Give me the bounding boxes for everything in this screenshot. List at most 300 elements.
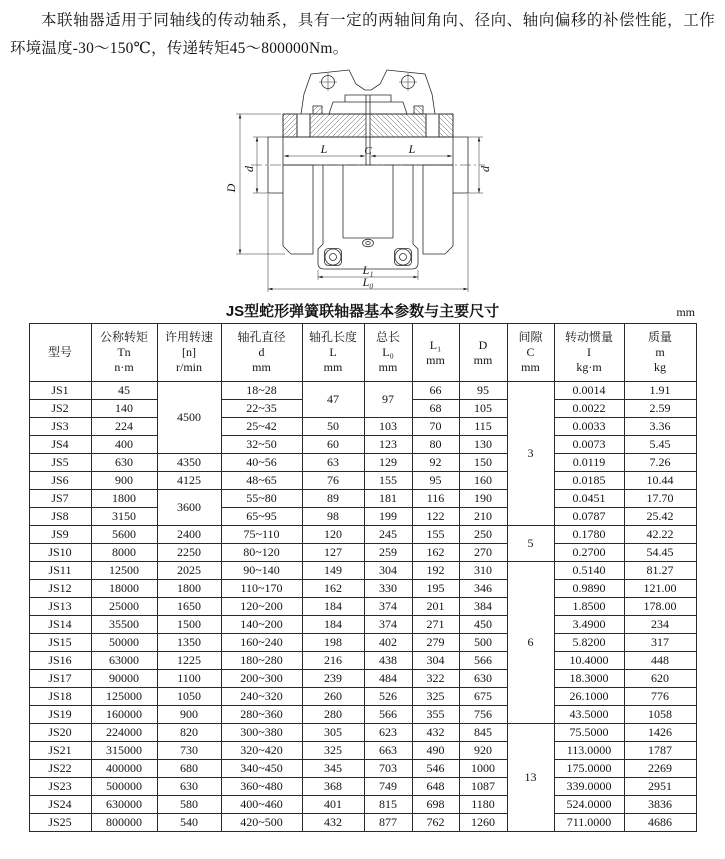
table-cell: JS24 [29, 796, 91, 814]
column-header: 许用转速 [n] r/min [157, 324, 221, 382]
table-cell: 0.0787 [554, 508, 624, 526]
table-cell: 546 [412, 760, 459, 778]
table-cell: 3 [507, 382, 554, 526]
table-cell: 271 [412, 616, 459, 634]
table-cell: 0.0033 [554, 418, 624, 436]
table-cell: 224000 [91, 724, 157, 742]
table-cell: 845 [459, 724, 507, 742]
table-cell: 239 [302, 670, 364, 688]
table-cell: 70 [412, 418, 459, 436]
table-row [29, 670, 696, 688]
table-cell: 140 [91, 400, 157, 418]
table-cell: 402 [364, 634, 412, 652]
table-cell: 330 [364, 580, 412, 598]
table-row [29, 796, 696, 814]
table-cell: 2.59 [624, 400, 696, 418]
table-cell: 190 [459, 490, 507, 508]
table-cell: 184 [302, 598, 364, 616]
table-cell: 10.4000 [554, 652, 624, 670]
table-cell: 55~80 [221, 490, 302, 508]
table-cell: 0.0451 [554, 490, 624, 508]
table-cell: 300~380 [221, 724, 302, 742]
table-cell: 0.0014 [554, 382, 624, 400]
table-cell: 160 [459, 472, 507, 490]
table-cell: 920 [459, 742, 507, 760]
table-cell: 5.45 [624, 436, 696, 454]
table-cell: 5 [507, 526, 554, 562]
table-cell: 877 [364, 814, 412, 832]
table-cell: 438 [364, 652, 412, 670]
table-cell: 623 [364, 724, 412, 742]
center-cap [329, 95, 407, 114]
table-cell: 5.8200 [554, 634, 624, 652]
table-cell: 346 [459, 580, 507, 598]
table-cell: 43.5000 [554, 706, 624, 724]
table-cell: 305 [302, 724, 364, 742]
table-cell: 1787 [624, 742, 696, 760]
table-cell: 120~200 [221, 598, 302, 616]
table-cell: 1500 [157, 616, 221, 634]
table-cell: JS14 [29, 616, 91, 634]
table-cell: 800000 [91, 814, 157, 832]
coupling-drawing-container [223, 66, 523, 299]
table-row [29, 814, 696, 832]
table-cell: 620 [624, 670, 696, 688]
table-cell: 3.36 [624, 418, 696, 436]
table-row [29, 580, 696, 598]
table-cell: 355 [412, 706, 459, 724]
table-cell: JS10 [29, 544, 91, 562]
table-cell: JS19 [29, 706, 91, 724]
table-cell: 317 [624, 634, 696, 652]
table-cell: 200~300 [221, 670, 302, 688]
spec-table [29, 323, 697, 832]
table-cell: 1000 [459, 760, 507, 778]
table-cell: 95 [459, 382, 507, 400]
table-cell: JS1 [29, 382, 91, 400]
table-cell: 1.91 [624, 382, 696, 400]
table-cell: 566 [364, 706, 412, 724]
table-cell: 81.27 [624, 562, 696, 580]
table-cell: 130 [459, 436, 507, 454]
table-cell: 304 [364, 562, 412, 580]
table-cell: 3600 [157, 490, 221, 526]
table-cell: 749 [364, 778, 412, 796]
table-cell: 1087 [459, 778, 507, 796]
table-cell: 384 [459, 598, 507, 616]
table-cell: JS4 [29, 436, 91, 454]
table-cell: 900 [157, 706, 221, 724]
table-cell: 368 [302, 778, 364, 796]
table-cell: 63 [302, 454, 364, 472]
table-cell: 50 [302, 418, 364, 436]
table-cell: 360~480 [221, 778, 302, 796]
table-cell: 325 [302, 742, 364, 760]
table-cell: 566 [459, 652, 507, 670]
table-cell: 432 [412, 724, 459, 742]
column-header: 质量 m kg [624, 324, 696, 382]
header-row [29, 324, 696, 382]
table-cell: 0.0022 [554, 400, 624, 418]
column-header: D mm [459, 324, 507, 382]
table-row [29, 526, 696, 544]
dim-label-C: C [363, 145, 372, 157]
table-cell: 1350 [157, 634, 221, 652]
dim-label-L-right: L [408, 142, 415, 156]
table-cell: 127 [302, 544, 364, 562]
table-cell: 95 [412, 472, 459, 490]
table-cell: 345 [302, 760, 364, 778]
table-cell: 540 [157, 814, 221, 832]
table-cell: 1180 [459, 796, 507, 814]
table-row [29, 652, 696, 670]
table-cell: 150 [459, 454, 507, 472]
table-cell: 448 [624, 652, 696, 670]
table-cell: 120 [302, 526, 364, 544]
table-cell: 80 [412, 436, 459, 454]
table-cell: JS6 [29, 472, 91, 490]
table-cell: 66 [412, 382, 459, 400]
table-cell: 648 [412, 778, 459, 796]
spring-bolt-left [313, 106, 322, 114]
table-cell: 500000 [91, 778, 157, 796]
table-cell: 776 [624, 688, 696, 706]
column-header: 型号 [29, 324, 91, 382]
column-header: 轴孔直径 d mm [221, 324, 302, 382]
table-cell: 97 [364, 382, 412, 418]
table-row [29, 688, 696, 706]
table-cell: 315000 [91, 742, 157, 760]
table-cell: 2025 [157, 562, 221, 580]
table-cell: 155 [412, 526, 459, 544]
table-row [29, 436, 696, 454]
dimension-D [236, 114, 285, 254]
table-cell: 50000 [91, 634, 157, 652]
table-cell: 663 [364, 742, 412, 760]
table-cell: 155 [364, 472, 412, 490]
spring-housing [318, 165, 418, 269]
table-cell: 121.00 [624, 580, 696, 598]
table-cell: JS17 [29, 670, 91, 688]
table-cell: 340~450 [221, 760, 302, 778]
column-header: L₁ mm [412, 324, 459, 382]
table-cell: 90~140 [221, 562, 302, 580]
table-cell: JS21 [29, 742, 91, 760]
table-cell: 4686 [624, 814, 696, 832]
table-cell: JS15 [29, 634, 91, 652]
table-cell: 0.1780 [554, 526, 624, 544]
cover-bolt-left [319, 73, 337, 91]
table-cell: 374 [364, 598, 412, 616]
unit-label: mm [676, 305, 695, 319]
table-cell: 815 [364, 796, 412, 814]
table-cell: 160000 [91, 706, 157, 724]
table-cell: 22~35 [221, 400, 302, 418]
table-cell: 240~320 [221, 688, 302, 706]
table-cell: 675 [459, 688, 507, 706]
table-cell: 280~360 [221, 706, 302, 724]
table-cell: 1800 [157, 580, 221, 598]
table-cell: 2951 [624, 778, 696, 796]
table-cell: 320~420 [221, 742, 302, 760]
table-cell: 180~280 [221, 652, 302, 670]
table-cell: 48~65 [221, 472, 302, 490]
table-cell: 140~200 [221, 616, 302, 634]
table-cell: 224 [91, 418, 157, 436]
table-cell: 680 [157, 760, 221, 778]
table-cell: 110~170 [221, 580, 302, 598]
table-row [29, 706, 696, 724]
table-cell: 400 [91, 436, 157, 454]
table-cell: 175.0000 [554, 760, 624, 778]
table-cell: 113.0000 [554, 742, 624, 760]
table-cell: 0.9890 [554, 580, 624, 598]
table-cell: 76 [302, 472, 364, 490]
table-cell: 400~460 [221, 796, 302, 814]
column-header: 总长 L₀ mm [364, 324, 412, 382]
table-cell: 1650 [157, 598, 221, 616]
table-cell: JS9 [29, 526, 91, 544]
column-header: 间隙 C mm [507, 324, 554, 382]
table-cell: 2250 [157, 544, 221, 562]
table-row [29, 616, 696, 634]
table-row [29, 742, 696, 760]
table-cell: 322 [412, 670, 459, 688]
table-row [29, 418, 696, 436]
table-cell: 756 [459, 706, 507, 724]
table-cell: 125000 [91, 688, 157, 706]
table-cell: 54.45 [624, 544, 696, 562]
table-cell: JS22 [29, 760, 91, 778]
table-row [29, 778, 696, 796]
table-cell: 184 [302, 616, 364, 634]
table-cell: 630 [459, 670, 507, 688]
table-cell: 192 [412, 562, 459, 580]
lower-hub-left [283, 165, 313, 254]
table-cell: 68 [412, 400, 459, 418]
table-cell: 162 [412, 544, 459, 562]
dim-label-L-left: L [320, 142, 327, 156]
table-cell: 259 [364, 544, 412, 562]
table-cell: 18.3000 [554, 670, 624, 688]
table-cell: 26.1000 [554, 688, 624, 706]
table-cell: 7.26 [624, 454, 696, 472]
table-cell: 0.2700 [554, 544, 624, 562]
table-row [29, 382, 696, 400]
table-cell: JS25 [29, 814, 91, 832]
table-row [29, 760, 696, 778]
table-cell: 4125 [157, 472, 221, 490]
table-cell: 181 [364, 490, 412, 508]
table-cell: 1050 [157, 688, 221, 706]
column-header: 公称转矩 Tn n·m [91, 324, 157, 382]
table-cell: 4500 [157, 382, 221, 454]
table-cell: 3150 [91, 508, 157, 526]
table-cell: 900 [91, 472, 157, 490]
table-cell: 0.0185 [554, 472, 624, 490]
table-cell: 122 [412, 508, 459, 526]
dim-label-L1: L₁ [362, 263, 373, 277]
table-cell: 3836 [624, 796, 696, 814]
table-cell: 149 [302, 562, 364, 580]
table-cell: 2400 [157, 526, 221, 544]
table-cell: 401 [302, 796, 364, 814]
table-cell: 703 [364, 760, 412, 778]
table-cell: 524.0000 [554, 796, 624, 814]
table-cell: 698 [412, 796, 459, 814]
intro-paragraph: 本联轴器适用于同轴线的传动轴系，具有一定的两轴间角向、径向、轴向偏移的补偿性能，工作环境温度-30～150℃，传递转矩45～800000Nm。 [10, 12, 715, 57]
table-cell: JS23 [29, 778, 91, 796]
table-cell: 35500 [91, 616, 157, 634]
lower-hub-right [423, 165, 453, 254]
table-cell: 105 [459, 400, 507, 418]
table-cell: 75.5000 [554, 724, 624, 742]
table-row [29, 724, 696, 742]
table-cell: 123 [364, 436, 412, 454]
table-cell: 25.42 [624, 508, 696, 526]
table-cell: 260 [302, 688, 364, 706]
table-cell: 374 [364, 616, 412, 634]
table-cell: 339.0000 [554, 778, 624, 796]
table-cell: 8000 [91, 544, 157, 562]
table-cell: 0.0073 [554, 436, 624, 454]
table-cell: 160~240 [221, 634, 302, 652]
column-header: 转动惯量 I kg·m [554, 324, 624, 382]
spring-bolt-right [414, 106, 423, 114]
table-cell: 17.70 [624, 490, 696, 508]
table-cell: 245 [364, 526, 412, 544]
table-cell: JS16 [29, 652, 91, 670]
table-cell: 0.0119 [554, 454, 624, 472]
table-cell: 63000 [91, 652, 157, 670]
table-cell: 280 [302, 706, 364, 724]
table-cell: 730 [157, 742, 221, 760]
cover-bolt-right [399, 73, 417, 91]
table-row [29, 562, 696, 580]
table-cell: 210 [459, 508, 507, 526]
table-cell: 762 [412, 814, 459, 832]
table-cell: 450 [459, 616, 507, 634]
table-cell: 103 [364, 418, 412, 436]
table-cell: 115 [459, 418, 507, 436]
table-cell: 42.22 [624, 526, 696, 544]
table-cell: 432 [302, 814, 364, 832]
table-cell: JS3 [29, 418, 91, 436]
table-cell: 270 [459, 544, 507, 562]
table-row [29, 634, 696, 652]
table-cell: 630 [91, 454, 157, 472]
dim-label-L0: L₀ [362, 275, 373, 289]
table-cell: 32~50 [221, 436, 302, 454]
table-cell: 1.8500 [554, 598, 624, 616]
table-cell: JS2 [29, 400, 91, 418]
dim-label-d-left: d [241, 166, 256, 172]
document-page [0, 7, 725, 859]
table-row [29, 490, 696, 508]
coupling-technical-drawing [223, 66, 523, 294]
table-cell: JS13 [29, 598, 91, 616]
table-cell: 199 [364, 508, 412, 526]
table-cell: 1426 [624, 724, 696, 742]
table-cell: 75~110 [221, 526, 302, 544]
table-cell: 25000 [91, 598, 157, 616]
table-cell: 116 [412, 490, 459, 508]
table-cell: 6 [507, 562, 554, 724]
table-cell: 711.0000 [554, 814, 624, 832]
table-cell: 820 [157, 724, 221, 742]
table-cell: 580 [157, 796, 221, 814]
table-body [29, 382, 696, 832]
table-cell: 18000 [91, 580, 157, 598]
table-cell: 630 [157, 778, 221, 796]
table-cell: 1100 [157, 670, 221, 688]
table-cell: 25~42 [221, 418, 302, 436]
table-cell: 484 [364, 670, 412, 688]
table-cell: 92 [412, 454, 459, 472]
table-cell: 162 [302, 580, 364, 598]
table-cell: 310 [459, 562, 507, 580]
table-row [29, 544, 696, 562]
table-cell: JS18 [29, 688, 91, 706]
table-cell: 47 [302, 382, 364, 418]
table-cell: 4350 [157, 454, 221, 472]
table-cell: 1058 [624, 706, 696, 724]
table-cell: 304 [412, 652, 459, 670]
table-cell: 420~500 [221, 814, 302, 832]
table-cell: 325 [412, 688, 459, 706]
table-cell: 18~28 [221, 382, 302, 400]
table-cell: 89 [302, 490, 364, 508]
table-cell: 178.00 [624, 598, 696, 616]
table-cell: 279 [412, 634, 459, 652]
table-cell: 195 [412, 580, 459, 598]
dim-label-D: D [223, 183, 238, 193]
table-cell: 250 [459, 526, 507, 544]
table-cell: 526 [364, 688, 412, 706]
table-cell: 490 [412, 742, 459, 760]
table-cell: JS8 [29, 508, 91, 526]
table-cell: JS11 [29, 562, 91, 580]
table-cell: 400000 [91, 760, 157, 778]
table-cell: 1225 [157, 652, 221, 670]
table-row [29, 472, 696, 490]
table-cell: 129 [364, 454, 412, 472]
table-cell: 98 [302, 508, 364, 526]
table-cell: 630000 [91, 796, 157, 814]
table-cell: 5600 [91, 526, 157, 544]
table-cell: 10.44 [624, 472, 696, 490]
table-row [29, 598, 696, 616]
table-cell: 90000 [91, 670, 157, 688]
table-cell: 1260 [459, 814, 507, 832]
table-cell: JS7 [29, 490, 91, 508]
table-cell: 12500 [91, 562, 157, 580]
table-cell: 2269 [624, 760, 696, 778]
table-cell: 1800 [91, 490, 157, 508]
table-cell: 13 [507, 724, 554, 832]
table-cell: JS12 [29, 580, 91, 598]
table-cell: 40~56 [221, 454, 302, 472]
table-cell: 45 [91, 382, 157, 400]
table-cell: JS5 [29, 454, 91, 472]
table-title-row [0, 301, 725, 322]
table-cell: 0.5140 [554, 562, 624, 580]
table-cell: 3.4900 [554, 616, 624, 634]
table-cell: 60 [302, 436, 364, 454]
table-row [29, 454, 696, 472]
table-cell: 201 [412, 598, 459, 616]
table-cell: 198 [302, 634, 364, 652]
